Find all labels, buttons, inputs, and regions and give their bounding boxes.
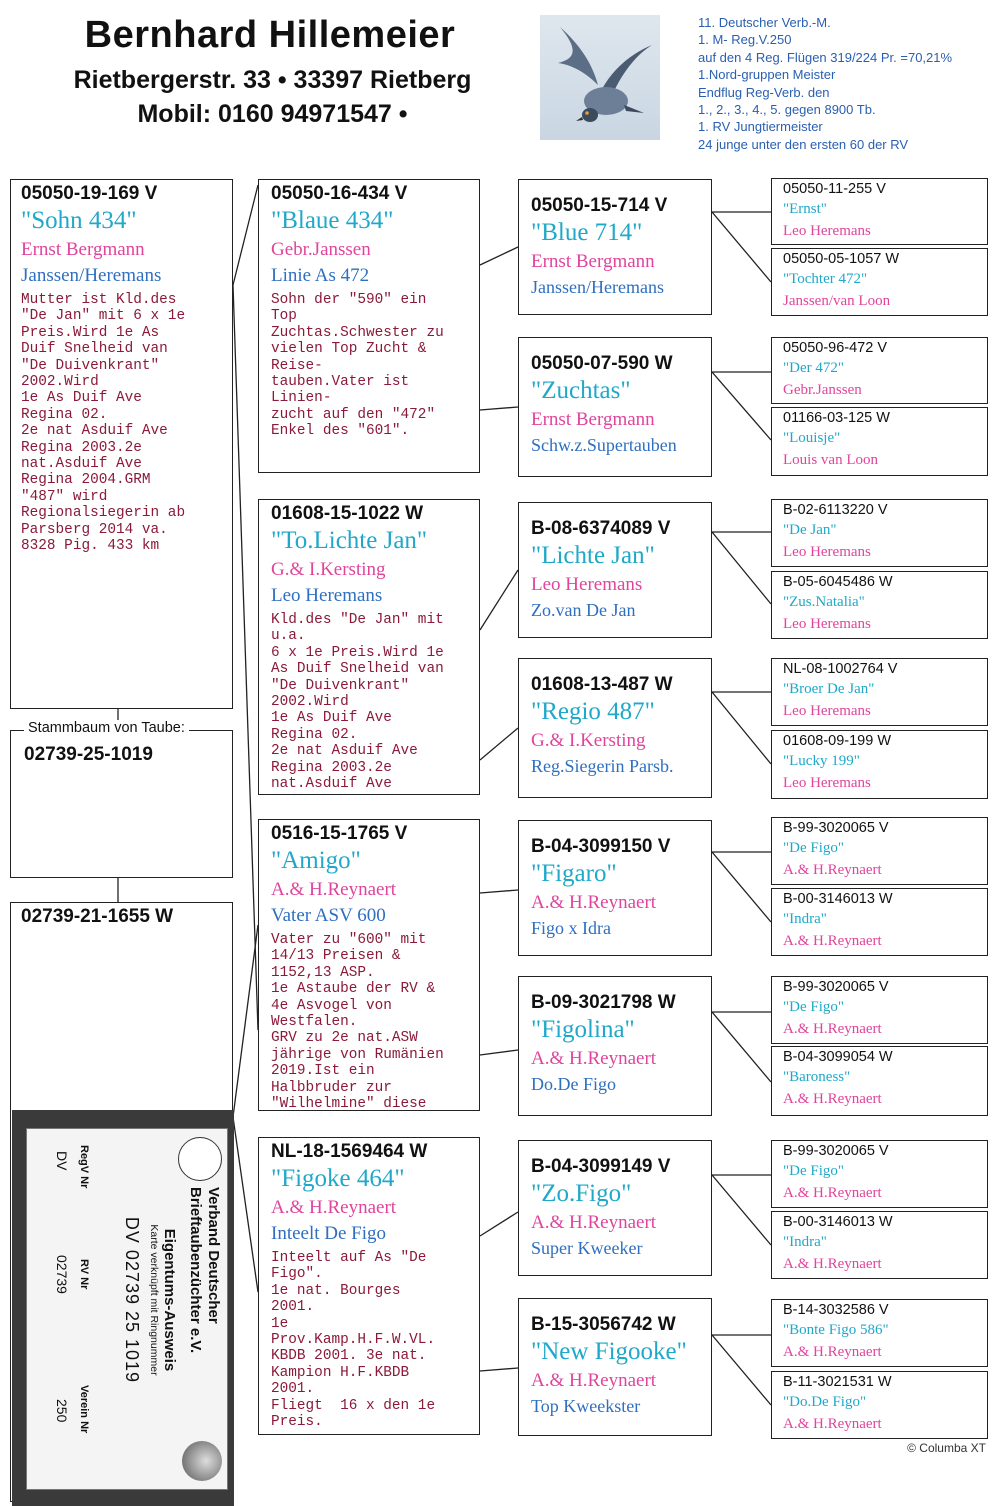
ring-number: B-05-6045486 W bbox=[783, 574, 893, 590]
breeder: Ernst Bergmann bbox=[21, 239, 145, 260]
pigeon-name: "Blaue 434" bbox=[271, 207, 394, 234]
breeder: Gebr.Janssen bbox=[783, 382, 862, 398]
ring-number: B-99-3020065 V bbox=[783, 1143, 889, 1159]
breeder: A.& H.Reynaert bbox=[783, 1344, 882, 1360]
bloodline: Figo x Idra bbox=[531, 918, 611, 938]
bloodline: Top Kweekster bbox=[531, 1396, 641, 1416]
breeder: A.& H.Reynaert bbox=[531, 1048, 657, 1069]
subject-label: Stammbaum von Taube: bbox=[24, 720, 189, 736]
ancestor-box bbox=[771, 571, 988, 639]
owner-name: Bernhard Hillemeier bbox=[84, 14, 456, 56]
achievement-line: Endflug Reg-Verb. den bbox=[698, 84, 830, 100]
breeder: A.& H.Reynaert bbox=[783, 1185, 882, 1201]
pigeon-notes: Inteelt auf As "De Figo". 1e nat. Bourges 2001. 1e Prov.Kamp.H.F.W.VL. KBDB 2001. 3e nat. Kampion H.F.KBDB 2001. Fliegt 16 x den 1e Preis. bbox=[271, 1250, 436, 1431]
pigeon-name: "De Figo" bbox=[783, 1163, 844, 1179]
bloodline: Janssen/Heremans bbox=[531, 277, 664, 297]
ring-number: 05050-07-590 W bbox=[531, 353, 673, 374]
breeder: Leo Heremans bbox=[783, 223, 871, 239]
card-ring-number: DV 02739 25 1019 bbox=[122, 1216, 142, 1384]
ancestor-box bbox=[771, 888, 988, 956]
achievement-line: auf den 4 Reg. Flügen 319/224 Pr. =70,21% bbox=[698, 49, 953, 65]
achievement-line: 1. RV Jungtiermeister bbox=[698, 119, 823, 135]
pigeon-name: "Zuchtas" bbox=[531, 377, 631, 404]
breeder: A.& H.Reynaert bbox=[271, 879, 397, 900]
ring-number: B-99-3020065 V bbox=[783, 820, 889, 836]
pigeon-name: "Bonte Figo 586" bbox=[783, 1322, 889, 1338]
achievement-line: 1.Nord-gruppen Meister bbox=[698, 67, 836, 83]
ring-number: B-11-3021531 W bbox=[783, 1374, 892, 1390]
ring-number: B-14-3032586 V bbox=[783, 1302, 889, 1318]
breeder: A.& H.Reynaert bbox=[783, 1091, 882, 1107]
bloodline: Inteelt De Figo bbox=[271, 1223, 387, 1244]
ancestor-box bbox=[771, 499, 988, 567]
rv-label: RV Nr bbox=[78, 1259, 90, 1290]
achievements-list bbox=[698, 14, 998, 153]
bloodline: Reg.Siegerin Parsb. bbox=[531, 756, 674, 776]
ring-number: 05050-11-255 V bbox=[783, 181, 886, 197]
pigeon-name: "Sohn 434" bbox=[21, 207, 137, 234]
breeder: Leo Heremans bbox=[783, 775, 871, 791]
ring-number: NL-18-1569464 W bbox=[271, 1141, 428, 1162]
regv-value: DV bbox=[54, 1151, 70, 1171]
ancestor-box bbox=[771, 1211, 988, 1279]
ancestor-box bbox=[771, 248, 988, 316]
breeder: A.& H.Reynaert bbox=[531, 1212, 657, 1233]
pigeon-notes: Vater zu "600" mit 14/13 Preisen & 1152,13 ASP. 1e Astaube der RV & 4e Asvogel von Westfalen. GRV zu 2e nat.ASW jährige von Rumänien 2019.Ist ein Halbbruder zur "Wilhelmine" diese bbox=[271, 932, 444, 1111]
pigeon-name: "Lichte Jan" bbox=[531, 542, 655, 569]
portrait-icon bbox=[182, 1441, 222, 1481]
ancestor-box bbox=[771, 178, 988, 245]
pigeon-name: "De Figo" bbox=[783, 999, 844, 1015]
verein-label: Verein Nr bbox=[78, 1385, 90, 1434]
card-subtitle: Karte verknüpft mit Ringnummer bbox=[148, 1224, 160, 1376]
rv-value: 02739 bbox=[54, 1255, 70, 1294]
breeder: A.& H.Reynaert bbox=[783, 1021, 882, 1037]
grandparent-box bbox=[258, 819, 480, 1111]
ring-number: 01608-13-487 W bbox=[531, 674, 673, 695]
ring-number: 0516-15-1765 V bbox=[271, 823, 408, 844]
ancestor-box bbox=[771, 817, 988, 885]
breeder: A.& H.Reynaert bbox=[783, 1256, 882, 1272]
ownership-card bbox=[26, 1128, 228, 1490]
pigeon-name: "Broer De Jan" bbox=[783, 681, 875, 697]
ring-number: NL-08-1002764 V bbox=[783, 661, 898, 677]
ancestor-box bbox=[771, 976, 988, 1044]
ring-number: 01166-03-125 W bbox=[783, 410, 890, 426]
pigeon-name: "Zo.Figo" bbox=[531, 1180, 632, 1207]
great-grandparent-box bbox=[518, 976, 712, 1116]
pigeon-notes: Kld.des "De Jan" mit u.a. 6 x 1e Preis.Wird 1e As Duif Snelheid van "De Duivenkrant" 2002.Wird 1e As Duif Ave Regina 02. 2e nat Asduif Ave Regina 2003.2e nat.Asduif Ave bbox=[271, 612, 444, 793]
breeder: Ernst Bergmann bbox=[531, 251, 655, 272]
owner-address: Rietbergerstr. 33 • 33397 Rietberg bbox=[73, 66, 472, 94]
pigeon-name: "De Jan" bbox=[783, 522, 837, 538]
breeder: A.& H.Reynaert bbox=[531, 1370, 657, 1391]
verein-value: 250 bbox=[54, 1399, 70, 1423]
breeder: Leo Heremans bbox=[783, 544, 871, 560]
ancestor-box bbox=[771, 730, 988, 799]
subject-ring: 02739-25-1019 bbox=[24, 744, 153, 765]
great-grandparent-box bbox=[518, 658, 712, 798]
grandparent-box bbox=[258, 179, 480, 473]
ring-number: 05050-15-714 V bbox=[531, 195, 668, 216]
great-grandparent-box bbox=[518, 502, 712, 638]
breeder: G.& I.Kersting bbox=[271, 559, 386, 580]
ring-number: B-15-3056742 W bbox=[531, 1314, 676, 1335]
breeder: A.& H.Reynaert bbox=[783, 862, 882, 878]
ancestor-box bbox=[771, 1299, 988, 1367]
ring-number: 05050-16-434 V bbox=[271, 183, 408, 204]
grandparent-box bbox=[258, 1137, 480, 1435]
owner-phone: Mobil: 0160 94971547 • bbox=[137, 100, 408, 128]
ancestor-box bbox=[771, 658, 988, 726]
association-logo-icon bbox=[178, 1137, 222, 1181]
great-grandparent-box bbox=[518, 337, 712, 477]
pigeon-notes: Sohn der "590" ein Top Zuchtas.Schwester zu vielen Top Zucht & Reise- tauben.Vater ist Linien- zucht auf den "472" Enkel des "601". bbox=[271, 292, 444, 440]
bloodline: Leo Heremans bbox=[271, 585, 383, 606]
pigeon-name: "New Figooke" bbox=[531, 1338, 687, 1365]
achievement-line: 1., 2., 3., 4., 5. gegen 8900 Tb. bbox=[698, 102, 876, 118]
breeder: A.& H.Reynaert bbox=[783, 1416, 882, 1432]
bloodline: Do.De Figo bbox=[531, 1074, 616, 1094]
card-org-line1: Verband Deutscher bbox=[205, 1187, 222, 1324]
pigeon-name: "Indra" bbox=[783, 1234, 827, 1250]
breeder: A.& H.Reynaert bbox=[271, 1197, 397, 1218]
pigeon-name: "Figolina" bbox=[531, 1016, 635, 1043]
pigeon-name: "Blue 714" bbox=[531, 219, 643, 246]
grandparent-box bbox=[258, 499, 480, 795]
achievement-line: 24 junge unter den ersten 60 der RV bbox=[698, 136, 909, 152]
ring-number: B-04-3099150 V bbox=[531, 836, 671, 857]
bloodline: Schw.z.Supertauben bbox=[531, 435, 677, 455]
sire-box bbox=[10, 179, 233, 709]
ring-number: B-09-3021798 W bbox=[531, 992, 676, 1013]
pigeon-name: "Louisje" bbox=[783, 430, 841, 446]
pigeon-name: "Baroness" bbox=[783, 1069, 851, 1085]
card-title: Eigentums-Ausweis bbox=[161, 1228, 178, 1372]
bloodline: Linie As 472 bbox=[271, 265, 370, 286]
pigeon-name: "Amigo" bbox=[271, 847, 361, 874]
ancestor-box bbox=[771, 1371, 988, 1439]
bloodline: Vater ASV 600 bbox=[271, 905, 386, 926]
pigeon-name: "Zus.Natalia" bbox=[783, 594, 865, 610]
ring-number: B-00-3146013 W bbox=[783, 891, 893, 907]
pigeon-icon bbox=[540, 15, 660, 140]
pigeon-name: "De Figo" bbox=[783, 840, 844, 856]
achievement-line: 11. Deutscher Verb.-M. bbox=[698, 15, 831, 30]
pigeon-name: "Figoke 464" bbox=[271, 1165, 405, 1192]
pigeon-name: "Indra" bbox=[783, 911, 827, 927]
breeder: Gebr.Janssen bbox=[271, 239, 371, 260]
ring-number: 05050-05-1057 W bbox=[783, 251, 900, 267]
pigeon-photo bbox=[540, 15, 660, 140]
breeder: Louis van Loon bbox=[783, 452, 878, 468]
ancestor-box bbox=[771, 337, 988, 404]
ring-number: B-00-3146013 W bbox=[783, 1214, 893, 1230]
breeder: Leo Heremans bbox=[783, 616, 871, 632]
ancestor-box bbox=[771, 1046, 988, 1116]
ring-number: B-08-6374089 V bbox=[531, 518, 671, 539]
breeder: Ernst Bergmann bbox=[531, 409, 655, 430]
breeder: Leo Heremans bbox=[783, 703, 871, 719]
breeder: A.& H.Reynaert bbox=[531, 892, 657, 913]
achievement-line: 1. M- Reg.V.250 bbox=[698, 32, 792, 48]
ring-number: 01608-15-1022 W bbox=[271, 503, 424, 524]
ring-number: 02739-21-1655 W bbox=[21, 906, 174, 927]
pigeon-name: "Regio 487" bbox=[531, 698, 655, 725]
ring-number: B-04-3099149 V bbox=[531, 1156, 671, 1177]
ancestor-box bbox=[771, 407, 988, 476]
pigeon-name: "Lucky 199" bbox=[783, 753, 860, 769]
ring-number: 05050-96-472 V bbox=[783, 340, 887, 356]
breeder: Janssen/van Loon bbox=[783, 293, 891, 309]
ring-number: 01608-09-199 W bbox=[783, 733, 892, 749]
breeder: G.& I.Kersting bbox=[531, 730, 646, 751]
copyright: © Columba XT bbox=[907, 1441, 986, 1455]
pigeon-name: "Do.De Figo" bbox=[783, 1394, 867, 1410]
ring-number: B-04-3099054 W bbox=[783, 1049, 893, 1065]
regv-label: RegV Nr bbox=[78, 1145, 90, 1189]
pigeon-name: "Figaro" bbox=[531, 860, 617, 887]
bloodline: Janssen/Heremans bbox=[21, 265, 162, 286]
great-grandparent-box bbox=[518, 1140, 712, 1276]
card-org-line2: Brieftaubenzüchter e.V. bbox=[187, 1187, 204, 1354]
pigeon-name: "Ernst" bbox=[783, 201, 827, 217]
pigeon-name: "Tochter 472" bbox=[783, 271, 868, 287]
breeder: Leo Heremans bbox=[531, 574, 643, 595]
great-grandparent-box bbox=[518, 820, 712, 956]
breeder: A.& H.Reynaert bbox=[783, 933, 882, 949]
bloodline: Zo.van De Jan bbox=[531, 600, 636, 620]
pigeon-name: "To.Lichte Jan" bbox=[271, 527, 428, 554]
pigeon-notes: Mutter ist Kld.des "De Jan" mit 6 x 1e Preis.Wird 1e As Duif Snelheid van "De Duivenkrant" 2002.Wird 1e As Duif Ave Regina 02. 2e nat Asduif Ave Regina 2003.2e nat.Asduif Ave Regina 2004.GRM "487" wird Regionalsiegerin ab Parsberg 2014 va. 8328 Pig. 433 km bbox=[21, 292, 186, 555]
ring-number: B-99-3020065 V bbox=[783, 979, 889, 995]
ring-number: B-02-6113220 V bbox=[783, 502, 888, 518]
bloodline: Super Kweeker bbox=[531, 1238, 643, 1258]
ring-number: 05050-19-169 V bbox=[21, 183, 158, 204]
ancestor-box bbox=[771, 1140, 988, 1208]
great-grandparent-box bbox=[518, 179, 712, 315]
great-grandparent-box bbox=[518, 1298, 712, 1436]
pigeon-name: "Der 472" bbox=[783, 360, 844, 376]
